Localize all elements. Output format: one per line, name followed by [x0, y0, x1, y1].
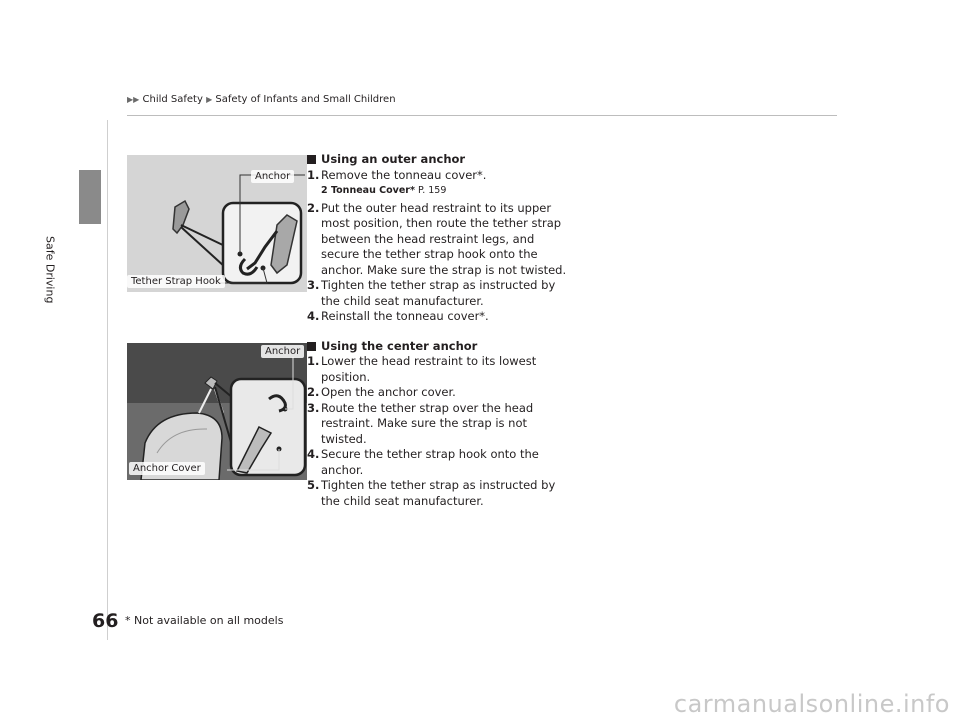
square-bullet-icon — [307, 155, 316, 164]
breadcrumb — [127, 94, 396, 105]
breadcrumb-arrow-icon: ▶▶ — [127, 95, 140, 104]
watermark: carmanualsonline.info — [673, 690, 950, 718]
list-item: 1. Lower the head restraint to its lowest position. — [307, 354, 537, 384]
tether-strap-hook-callout: Tether Strap Hook — [127, 275, 225, 288]
side-divider — [107, 120, 108, 640]
anchor-callout: Anchor — [261, 345, 304, 358]
center-anchor-illustration — [127, 343, 307, 480]
list-item: 1. Remove the tonneau cover*. — [307, 167, 487, 182]
reference-arrow-icon: 2 — [321, 185, 328, 196]
list-item: 4. Reinstall the tonneau cover*. — [307, 309, 489, 323]
anchor-cover-callout: Anchor Cover — [129, 462, 205, 475]
list-item: 3. Route the tether strap over the head restraint. Make sure the strap is not twisted. — [307, 400, 534, 446]
breadcrumb-arrow-icon: ▶ — [206, 95, 213, 104]
header-rule — [127, 115, 837, 116]
breadcrumb-item-child-safety[interactable]: Child Safety — [142, 94, 203, 105]
page-number: 66 — [92, 610, 119, 632]
list-item: 2. Put the outer head restraint to its upper most position, then route the tether strap between the head restraint legs, and secure the tether strap hook onto the anchor. Make sure the strap is not twisted. — [307, 200, 567, 277]
outer-anchor-title: Using an outer anchor — [321, 152, 466, 166]
list-item: 4. Secure the tether strap hook onto the anchor. — [307, 447, 539, 477]
breadcrumb-item-infants[interactable]: Safety of Infants and Small Children — [215, 94, 396, 105]
anchor-callout: Anchor — [251, 170, 294, 183]
cross-reference-link[interactable]: 2 Tonneau Cover* P. 159 — [321, 185, 447, 196]
list-item: 2. Open the anchor cover. — [307, 385, 456, 399]
outer-anchor-illustration — [127, 155, 307, 292]
footnote: * Not available on all models — [125, 614, 284, 627]
section-label: Safe Driving — [43, 236, 57, 304]
section-heading — [307, 152, 567, 168]
square-bullet-icon — [307, 342, 316, 351]
section-tab — [79, 170, 101, 224]
section-heading — [307, 339, 567, 355]
list-item: 3. Tighten the tether strap as instructed by the child seat manufacturer. — [307, 278, 556, 308]
instructions — [307, 152, 567, 509]
center-anchor-drawing — [127, 343, 307, 480]
center-anchor-title: Using the center anchor — [321, 338, 478, 353]
list-item: 5. Tighten the tether strap as instructed by the child seat manufacturer. — [307, 478, 556, 508]
